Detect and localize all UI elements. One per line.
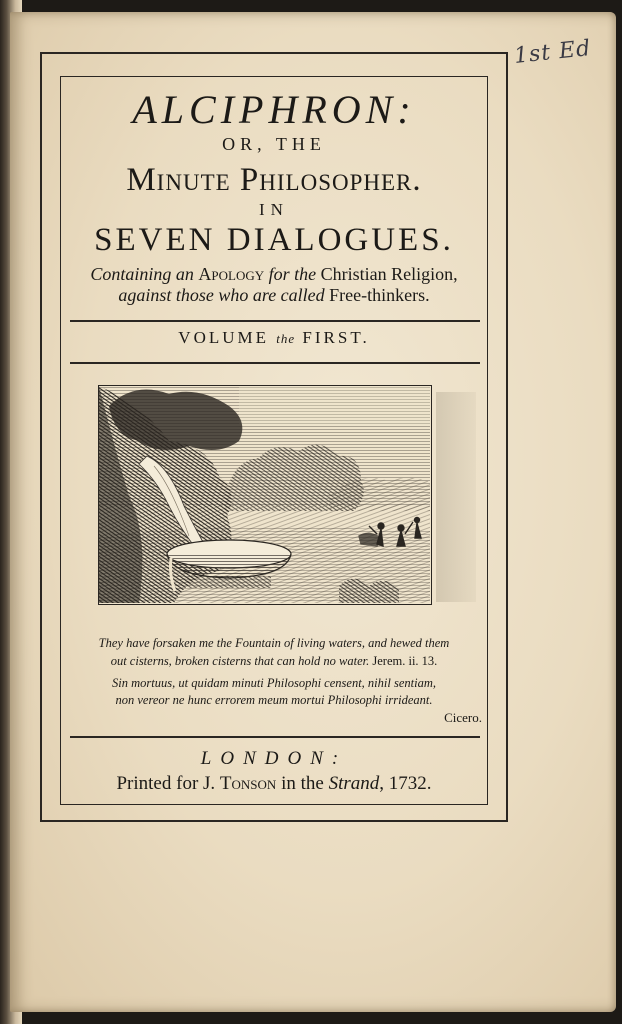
quote-reference: Jerem. ii. 13.	[372, 654, 438, 668]
desc-freethinkers: Free-thinkers.	[329, 285, 430, 305]
handwritten-note: 1st Ed	[512, 36, 593, 69]
volume-line	[60, 328, 488, 348]
quote-line-2	[62, 654, 486, 669]
imprint-part: Printed for J.	[116, 773, 220, 794]
title-in: IN	[259, 200, 289, 219]
imprint-printer	[60, 773, 488, 795]
title-connector: OR, THE	[222, 134, 326, 154]
title-subtitle: Minute Philosopher.	[126, 162, 422, 198]
desc-apology: Apology	[198, 264, 265, 284]
title-dialogues: SEVEN DIALOGUES.	[94, 222, 454, 258]
latin-line-2: non vereor ne hunc errorem meum mortui Philosophi irrideant.	[115, 693, 433, 707]
imprint-strand: Strand	[328, 773, 380, 794]
volume-word: VOLUME	[178, 328, 270, 347]
desc-religion: Christian Religion,	[320, 264, 458, 284]
volume-the: the	[276, 331, 296, 346]
desc-part: against those who are called	[118, 285, 330, 305]
rule-above-imprint	[70, 736, 480, 738]
latin-line-1: Sin mortuus, ut quidam minuti Philosophi censent, nihil sentiam,	[112, 676, 436, 690]
imprint-city: LONDON:	[200, 748, 348, 769]
fountain-engraving-icon	[98, 385, 432, 605]
quote-attribution: Cicero.	[444, 710, 482, 725]
title-main: ALCIPHRON:	[132, 87, 416, 132]
rule-above-volume	[70, 320, 480, 322]
imprint-year: , 1732.	[379, 773, 432, 794]
engraving-svg	[99, 386, 430, 603]
desc-part: for the	[264, 264, 321, 284]
desc-part: Containing an	[90, 264, 199, 284]
rule-below-volume	[70, 362, 480, 364]
title-description-line-2	[60, 285, 488, 306]
imprint-part: in the	[276, 773, 329, 794]
quote-line-1: They have forsaken me the Fountain of living waters, and hewed them	[98, 636, 450, 650]
quote-line-2-text: out cisterns, broken cisterns that can hold no water.	[110, 654, 373, 668]
show-through-shadow	[436, 392, 476, 602]
title-description-line-1	[60, 264, 488, 285]
volume-first: FIRST.	[302, 328, 370, 347]
imprint-tonson: Tonson	[219, 773, 277, 794]
